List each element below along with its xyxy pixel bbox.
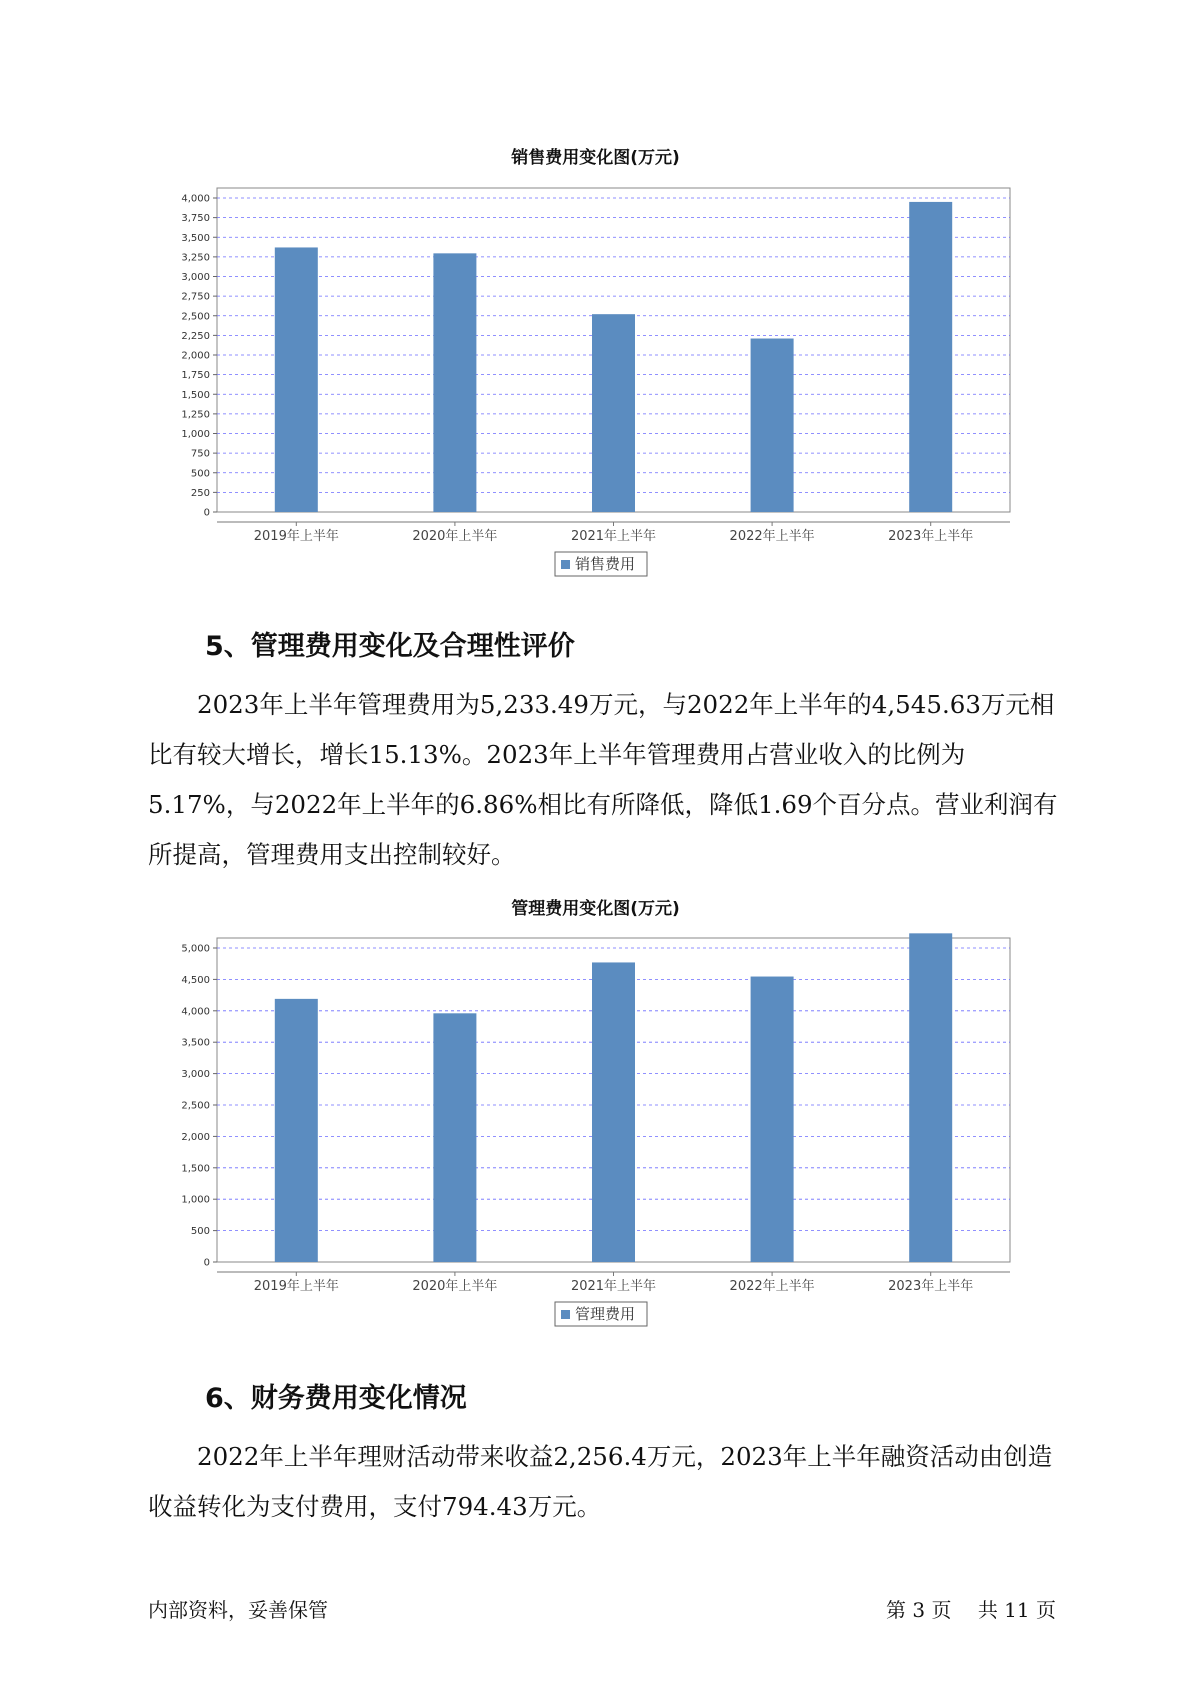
- y-tick-label: 1,750: [181, 370, 210, 382]
- bar-3: [751, 339, 794, 512]
- y-tick-label: 2,000: [181, 1131, 210, 1143]
- bar-1: [433, 253, 476, 512]
- bar-3: [751, 977, 794, 1262]
- y-tick-label: 0: [203, 1257, 210, 1269]
- x-tick-label: 2021年上半年: [570, 1279, 657, 1294]
- x-tick-label: 2020年上半年: [412, 529, 498, 544]
- y-tick-label: 1,500: [181, 1163, 210, 1175]
- y-tick-label: 3,000: [181, 1069, 210, 1081]
- legend-swatch: [561, 560, 570, 569]
- footer-note: 内部资料，妥善保管: [148, 1598, 328, 1622]
- bar-0: [275, 247, 318, 512]
- y-tick-label: 750: [190, 448, 210, 460]
- footer-page-info: [880, 1594, 1056, 1623]
- y-tick-label: 4,000: [181, 193, 210, 205]
- x-tick-label: 2019年上半年: [253, 1279, 339, 1294]
- legend-swatch: [561, 1310, 570, 1319]
- y-tick-label: 1,500: [181, 389, 210, 401]
- y-tick-label: 500: [190, 1226, 210, 1238]
- y-tick-label: 2,500: [181, 311, 210, 323]
- section-6-heading: 6、财务费用变化情况: [205, 1383, 467, 1414]
- y-tick-label: 2,000: [181, 350, 210, 362]
- y-tick-label: 5,000: [181, 943, 210, 955]
- bar-1: [433, 1013, 476, 1262]
- chart-title-sales: 销售费用变化图(万元): [511, 148, 680, 168]
- y-tick-label: 3,750: [181, 213, 210, 225]
- page-total: 共 11 页: [977, 1598, 1056, 1622]
- bar-2: [592, 314, 635, 512]
- y-tick-label: 2,500: [181, 1100, 210, 1112]
- section-5-heading: 5、管理费用变化及合理性评价: [205, 631, 575, 662]
- chart-title-admin: 管理费用变化图(万元): [511, 899, 680, 919]
- y-tick-label: 2,250: [181, 330, 210, 342]
- section-5-paragraph: 2023年上半年管理费用为5,233.49万元，与2022年上半年的4,545.63万元相比有较大增长，增长15.13%。2023年上半年管理费用占营业收入的比例为5.17%，与2022年上半年的6.86%相比有所降低，降低1.69个百分点。营业利润有所提高，管理费用支出控制较好。: [148, 690, 1058, 869]
- legend-label: 管理费用: [575, 1305, 636, 1323]
- y-tick-label: 1,000: [181, 429, 210, 440]
- legend-label: 销售费用: [575, 555, 636, 573]
- bar-0: [275, 999, 318, 1262]
- y-tick-label: 3,500: [181, 1037, 210, 1049]
- y-tick-label: 1,250: [181, 409, 210, 421]
- y-tick-label: 3,000: [181, 272, 210, 283]
- sales-expense-chart: [0, 170, 1191, 590]
- y-tick-label: 3,500: [181, 232, 210, 244]
- bar-4: [909, 933, 952, 1262]
- y-tick-label: 4,500: [181, 974, 210, 986]
- x-tick-label: 2019年上半年: [253, 529, 339, 544]
- x-tick-label: 2023年上半年: [888, 529, 974, 544]
- y-tick-label: 500: [190, 468, 210, 480]
- y-tick-label: 4,000: [181, 1006, 210, 1018]
- admin-expense-chart: [0, 920, 1191, 1340]
- x-tick-label: 2021年上半年: [570, 529, 657, 544]
- x-tick-label: 2020年上半年: [412, 1279, 498, 1294]
- x-tick-label: 2022年上半年: [729, 1279, 815, 1294]
- section-6-paragraph: 2022年上半年理财活动带来收益2,256.4万元，2023年上半年融资活动由创造收益转化为支付费用，支付794.43万元。: [148, 1442, 1053, 1521]
- x-tick-label: 2022年上半年: [729, 529, 815, 544]
- bar-2: [592, 962, 635, 1262]
- y-tick-label: 1,000: [181, 1194, 210, 1206]
- y-tick-label: 0: [203, 507, 210, 519]
- page-number: 第 3 页: [886, 1598, 952, 1622]
- y-tick-label: 2,750: [181, 291, 210, 303]
- y-tick-label: 3,250: [181, 252, 210, 264]
- bar-4: [909, 202, 952, 512]
- x-tick-label: 2023年上半年: [888, 1279, 974, 1294]
- y-tick-label: 250: [190, 487, 210, 499]
